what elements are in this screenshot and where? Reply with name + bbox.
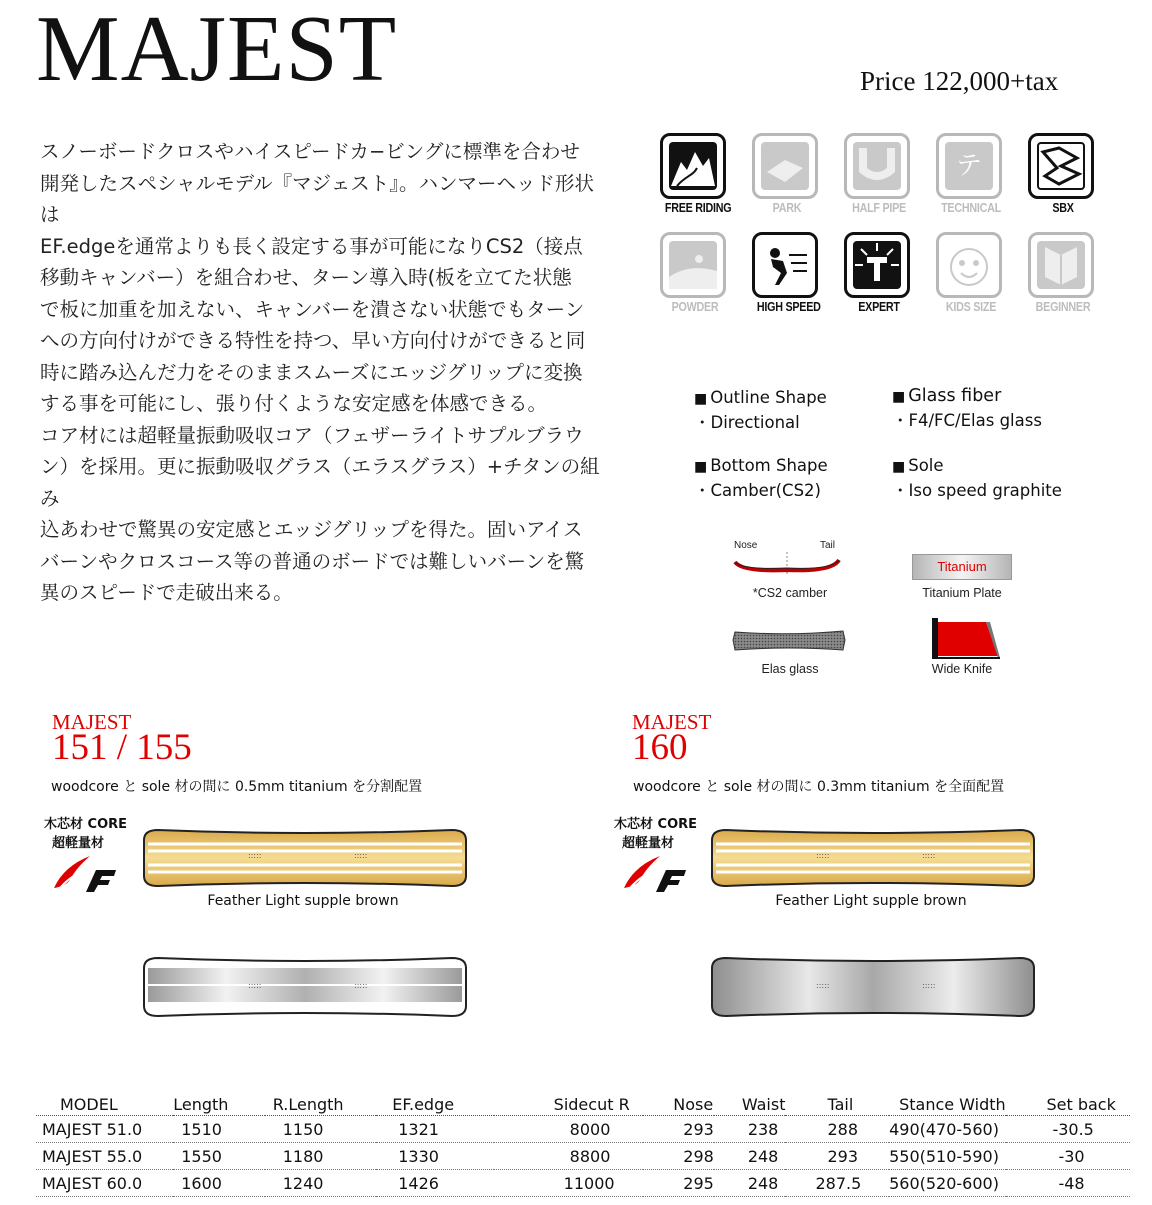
col-waist: Waist [714,1093,786,1116]
spec-heading: ■ Glass fiber [892,384,1042,409]
cell-ef-edge: 1321 [376,1116,493,1143]
category-beginner [1028,232,1098,314]
tail-label: Tail [820,540,836,551]
svg-text::::::: ::::: [816,851,830,860]
cell-model: MAJEST 55.0 [36,1143,173,1170]
category-powder [660,232,730,314]
col-ef-edge: EF.edge [376,1093,493,1116]
cell-ef-edge: 1426 [376,1170,493,1197]
core-caption: Feather Light supple brown [775,893,967,909]
category-expert [844,232,914,314]
svg-text::::::: ::::: [922,851,936,860]
titanium-plate-swatch [912,554,1012,580]
description-line: 込あわせで驚異の安定感とエッジグリップを得た。固いアイス [40,518,583,541]
cell-r-length: 1240 [265,1170,377,1197]
description-line: 開発したスペシャルモデル『マジェスト』。ハンマーヘッド形状は [40,171,594,226]
elas-caption: Elas glass [761,662,819,676]
col-set-back: Set back [1006,1093,1130,1116]
category-label: FREE RIDING [664,201,732,215]
category-label: BEGINNER [1035,300,1091,314]
mountain-icon [660,133,726,199]
beginner-mark-icon [1028,232,1094,298]
titanium-board-diagram [708,954,1038,1020]
high-speed-icon [752,232,818,298]
category-half-pipe [844,133,914,215]
description-line: 移動キャンバー）を組合わせ、ターン導入時(板を立てた状態 [40,266,572,289]
description-line: スノーボードクロスやハイスピードカ−ビングに標準を合わせ [40,140,580,163]
spec-bottom-shape [694,454,828,503]
svg-text::::::: ::::: [354,851,368,860]
park-ramp-icon [752,133,818,199]
col-model: MODEL [36,1093,173,1116]
cell-waist: 238 [714,1116,786,1143]
cell-sidecut-r: 8000 [494,1116,644,1143]
description-line: への方向付けができる特性を持つ、早い方向付けができると同 [40,329,586,352]
feather-logo-icon [620,852,690,892]
description-line: 異のスピードで走破出来る。 [40,581,293,604]
half-pipe-icon [844,133,910,199]
col-tail: Tail [785,1093,889,1116]
cell-set-back: -48 [1006,1170,1130,1197]
category-high-speed [752,232,822,314]
cell-stance-width: 550(510-590) [889,1143,1006,1170]
spec-heading: ■ Bottom Shape [694,454,828,479]
description-line: で板に加重を加えない、キャンバーを潰さない状態でもターン [40,297,585,321]
cell-tail: 293 [785,1143,889,1170]
elas-glass-diagram [731,628,847,654]
model-name: MAJEST [52,710,132,734]
wide-knife-diagram [928,616,1000,660]
wide-knife-caption: Wide Knife [931,662,993,676]
woodcore-board-diagram [140,826,470,890]
cell-tail: 288 [785,1116,889,1143]
woodcore-board-diagram [708,826,1038,890]
cell-r-length: 1150 [265,1116,377,1143]
core-label-line: 木芯材 CORE [44,817,128,832]
titanium-board-diagram [140,954,470,1020]
category-label: HALF PIPE [852,201,906,215]
spec-sole [892,454,1062,503]
spec-heading: ■ Sole [892,454,1062,479]
category-label: PARK [772,201,802,215]
page-title: MAJEST [36,0,398,101]
cs2-camber-diagram [732,552,842,576]
category-label: POWDER [671,300,719,314]
description-line: する事を可能にし、張り付くような安定感を体感できる。 [40,392,548,415]
category-sbx [1028,133,1098,215]
svg-text::::::: ::::: [248,851,262,860]
description-line: コア材には超軽量振動吸収コア（フェザーライトサプルブラウ [40,423,584,447]
svg-text::::::: ::::: [922,981,936,990]
svg-text::::::: ::::: [248,981,262,990]
category-label: KIDS SIZE [945,300,997,314]
cell-waist: 248 [714,1170,786,1197]
model-name: MAJEST [632,710,712,734]
powder-icon [660,232,726,298]
cell-model: MAJEST 60.0 [36,1170,173,1197]
spec-table [36,1093,1130,1197]
category-park [752,133,822,215]
cell-stance-width: 560(520-600) [889,1170,1006,1197]
cell-r-length: 1180 [265,1143,377,1170]
category-label: EXPERT [858,300,900,314]
cell-length: 1510 [173,1116,264,1143]
svg-text::::::: ::::: [816,981,830,990]
model-construction-desc: woodcore と sole 材の間に 0.3mm titanium を全面配置 [633,779,1005,795]
col-length: Length [173,1093,264,1116]
cell-set-back: -30.5 [1006,1116,1130,1143]
description-line: EF.edgeを通常よりも長く設定する事が可能になりCS2（接点 [40,234,583,258]
nose-label: Nose [734,540,758,551]
col-nose: Nose [643,1093,714,1116]
spec-glass-fiber [892,384,1042,433]
cell-nose: 295 [643,1170,714,1197]
spec-heading: ■ Outline Shape [694,386,827,411]
cell-stance-width: 490(470-560) [889,1116,1006,1143]
category-label: TECHNICAL [941,201,1001,215]
core-label-line: 木芯材 CORE [614,817,698,832]
cell-length: 1550 [173,1143,264,1170]
description-line: バーンやクロスコース等の普通のボードでは難しいバーンを驚 [40,549,585,573]
cell-length: 1600 [173,1170,264,1197]
description-line: ン）を採用。更に振動吸収グラス（エラスグラス）+チタンの組み [40,455,600,510]
titanium-caption: Titanium Plate [922,586,1002,600]
col-sidecut-r: Sidecut R [494,1093,644,1116]
cell-sidecut-r: 8800 [494,1143,644,1170]
spec-value: ・Iso speed graphite [892,481,1062,500]
core-label-line: 超軽量材 [52,836,105,851]
expert-icon [844,232,910,298]
table-row [36,1116,1130,1143]
spec-value: ・Camber(CS2) [694,481,821,500]
kids-face-icon [936,232,1002,298]
titanium-text: Titanium [937,559,987,574]
cell-sidecut-r: 11000 [494,1170,644,1197]
cell-tail: 287.5 [785,1170,889,1197]
category-kids-size [936,232,1006,314]
table-row [36,1170,1130,1197]
core-label-line: 超軽量材 [622,836,675,851]
cell-ef-edge: 1330 [376,1143,493,1170]
feather-logo-icon [50,852,120,892]
cell-model: MAJEST 51.0 [36,1116,173,1143]
spec-value: ・Directional [694,413,800,432]
core-caption: Feather Light supple brown [207,893,399,909]
product-description [40,136,608,609]
core-label [614,815,697,853]
cell-set-back: -30 [1006,1143,1130,1170]
spec-value: ・F4/FC/Elas glass [892,411,1042,430]
cell-nose: 298 [643,1143,714,1170]
category-label: HIGH SPEED [756,300,821,314]
model-size: 151 / 155 [52,727,192,768]
cell-waist: 248 [714,1143,786,1170]
category-label: SBX [1052,201,1074,215]
category-technical [936,133,1006,215]
col-r-length: R.Length [265,1093,377,1116]
model-construction-desc: woodcore と sole 材の間に 0.5mm titanium を分割配置 [51,779,423,795]
spec-outline-shape [694,386,827,435]
cell-nose: 293 [643,1116,714,1143]
technical-icon: テ [936,133,1002,199]
svg-text::::::: ::::: [354,981,368,990]
category-free-riding [660,133,730,215]
table-header-row [36,1093,1130,1116]
description-line: 時に踏み込んだ力をそのままスムーズにエッジグリップに変換 [40,360,583,384]
core-label [44,815,127,853]
price-label: Price 122,000+tax [860,66,1059,96]
col-stance-width: Stance Width [889,1093,1006,1116]
model-size: 160 [632,727,688,768]
sbx-icon [1028,133,1094,199]
cs2-caption: *CS2 camber [752,586,828,600]
table-row [36,1143,1130,1170]
